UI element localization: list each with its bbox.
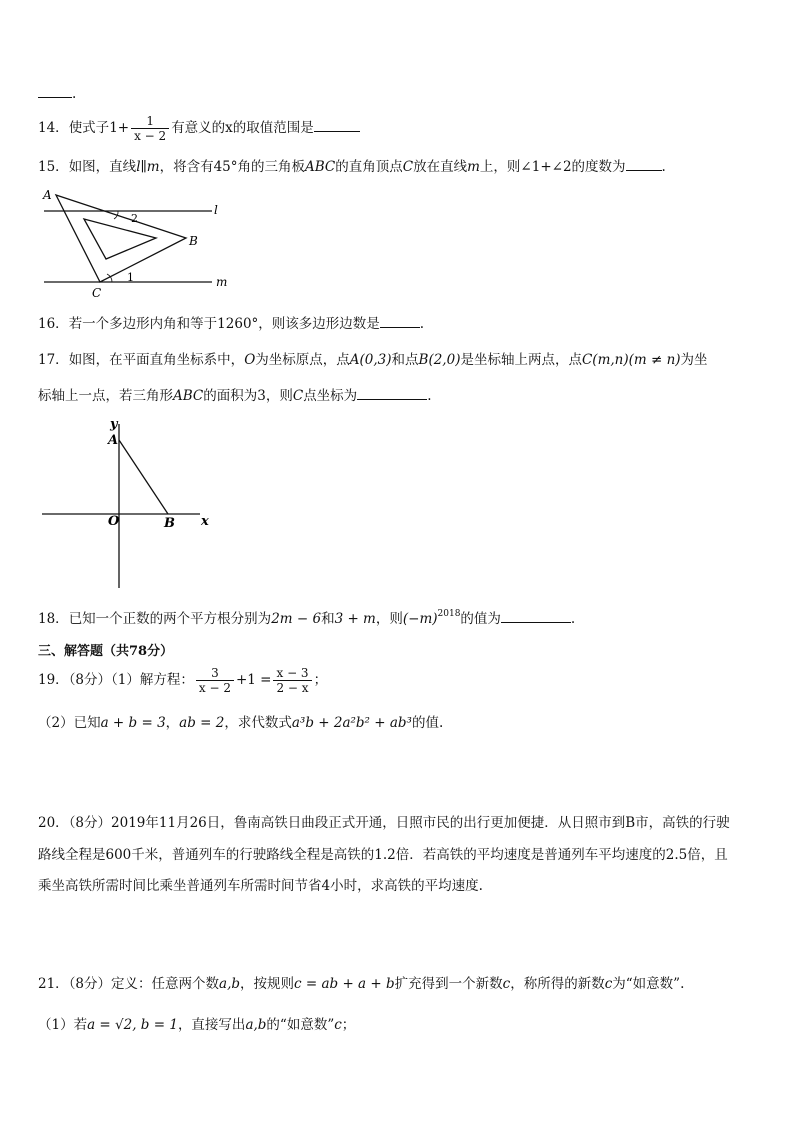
fraction: $\frac{1}{x - 2}$	[131, 114, 169, 143]
answer-blank	[314, 118, 360, 132]
fraction: $\frac{3}{x - 2}$	[196, 666, 234, 695]
label-B: B	[189, 234, 198, 248]
question-15: 15．如图，直线l∥m，将含有45°角的三角板ABC的直角顶点C放在直线m上，则∠1+∠2的度数为 .	[38, 159, 666, 175]
question-17-line2: 标轴上一点，若三角形ABC的面积为3，则C点坐标为 .	[38, 388, 432, 404]
label-x: x	[201, 514, 209, 529]
answer-blank	[501, 609, 571, 623]
label-m: m	[216, 275, 228, 289]
top-answer-line: .	[38, 84, 76, 102]
label-C: C	[92, 286, 102, 300]
q17-figure	[38, 412, 228, 592]
question-19-part2: （2）已知a + b = 3，ab = 2，求代数式a³b + 2a²b² + ab³的值.	[38, 715, 444, 731]
question-20-line1: 20．（8分）2019年11月26日，鲁南高铁日曲段正式开通，日照市民的出行更加便捷．从日照市到B市，高铁的行驶	[38, 815, 730, 831]
question-17-line1: 17．如图，在平面直角坐标系中，O为坐标原点，点A(0,3)和点B(2,0)是坐标轴上两点，点C(m,n)(m ≠ n)为坐	[38, 352, 708, 368]
answer-blank	[380, 314, 420, 328]
label-angle-2: 2	[131, 212, 138, 225]
question-14: 14．使式子1+ $\frac{1}{x - 2}$ 有意义的x的取值范围是	[38, 114, 360, 143]
q15-figure	[38, 185, 238, 300]
label-angle-1: 1	[127, 271, 134, 284]
question-21-part1: （1）若a = √2, b = 1，直接写出a,b的“如意数”c；	[38, 1017, 356, 1033]
answer-blank	[38, 84, 72, 98]
label-A: A	[108, 433, 119, 448]
section-heading: 三、解答题（共78分）	[38, 644, 174, 659]
label-A: A	[43, 188, 52, 202]
label-B: B	[164, 516, 175, 531]
question-20-line3: 乘坐高铁所需时间比乘坐普通列车所需时间节省4小时，求高铁的平均速度.	[38, 878, 483, 894]
question-18: 18．已知一个正数的两个平方根分别为2m − 6和3 + m，则$(-m)^{2018}$的值为 .	[38, 609, 576, 627]
triangle-outer	[56, 195, 186, 282]
label-O: O	[108, 514, 120, 529]
answer-blank	[626, 157, 662, 171]
label-y: y	[110, 417, 118, 432]
question-16: 16．若一个多边形内角和等于1260°，则该多边形边数是 .	[38, 316, 425, 332]
answer-blank	[357, 386, 427, 400]
segment-AB	[119, 440, 168, 514]
label-l: l	[214, 203, 218, 217]
question-20-line2: 路线全程是600千米，普通列车的行驶路线全程是高铁的1.2倍．若高铁的平均速度是普通列车平均速度的2.5倍，且	[38, 847, 728, 863]
question-21-line1: 21．（8分）定义：任意两个数a,b，按规则c = ab + a + b扩充得到一个新数c，称所得的新数c为“如意数”.	[38, 976, 685, 992]
question-19-part1: 19．（8分）（1）解方程： $\frac{3}{x - 2}$ +1 = $\frac{x - 3}{2 - x}$ ；	[38, 666, 328, 695]
fraction: $\frac{x - 3}{2 - x}$	[273, 666, 311, 695]
